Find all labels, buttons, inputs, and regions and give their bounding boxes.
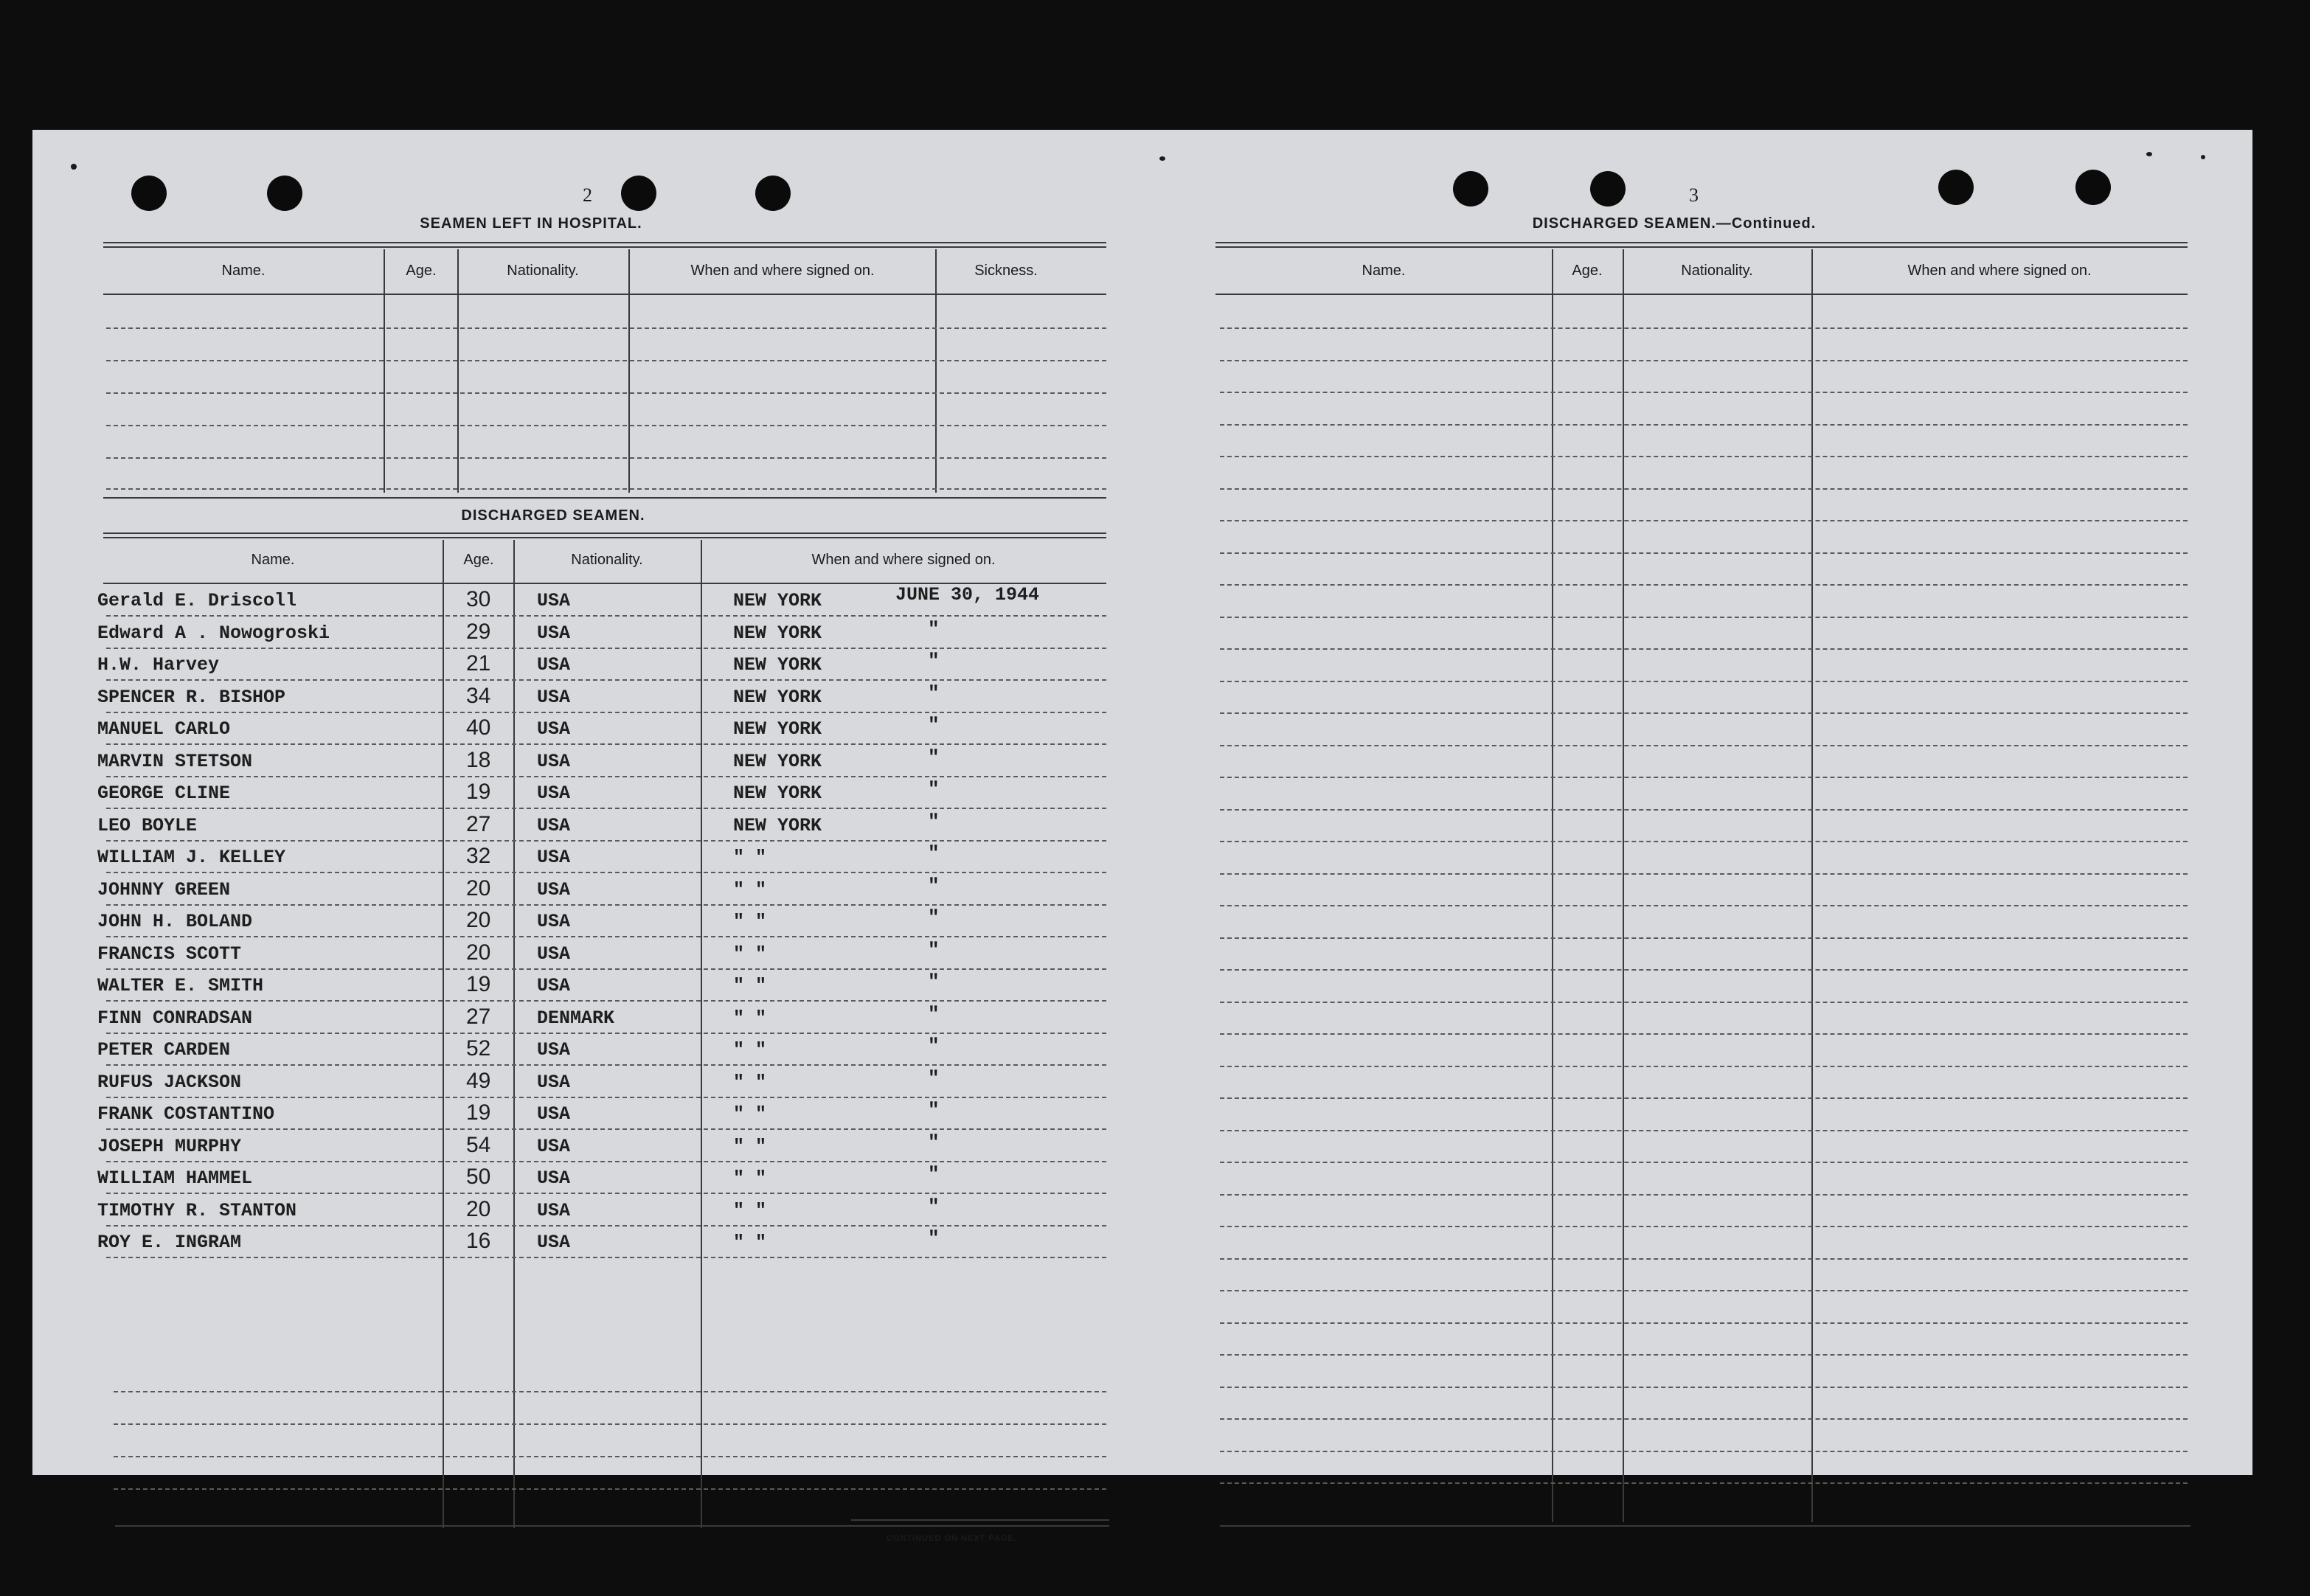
blank-line <box>1220 392 2188 393</box>
column-divider <box>1811 249 1813 1522</box>
seaman-nationality: DENMARK <box>537 1007 615 1029</box>
column-divider <box>384 249 385 493</box>
seaman-nationality: USA <box>537 590 571 611</box>
rule <box>103 532 1106 534</box>
blank-line <box>1220 905 2188 906</box>
punch-hole <box>621 176 656 211</box>
seaman-name: ROY E. INGRAM <box>97 1232 242 1253</box>
blank-line <box>1220 1162 2188 1163</box>
seaman-name: PETER CARDEN <box>97 1039 231 1061</box>
row-line <box>106 743 1106 745</box>
discharged-col-age: Age. <box>463 552 494 568</box>
hospital-section-title: SEAMEN LEFT IN HOSPITAL. <box>420 215 642 232</box>
discharged-col-signed-on: When and where signed on. <box>811 552 996 568</box>
seaman-nationality: USA <box>537 1135 571 1157</box>
signed-on-place: " " <box>733 1199 767 1221</box>
blank-line <box>1220 1226 2188 1227</box>
column-divider <box>1552 249 1553 1522</box>
punch-hole <box>1590 171 1626 207</box>
column-divider <box>701 540 702 1528</box>
rule <box>1215 294 2188 295</box>
blank-line <box>1220 1354 2188 1356</box>
row-line <box>106 1193 1106 1194</box>
row-line <box>106 1225 1106 1227</box>
signed-on-place: NEW YORK <box>733 750 822 772</box>
seaman-name: WILLIAM J. KELLEY <box>97 847 286 868</box>
signed-on-place: " " <box>733 1232 767 1253</box>
rule <box>851 1519 1109 1521</box>
seaman-age: 27 <box>466 811 491 836</box>
document-sheet <box>32 130 2252 1543</box>
punch-hole <box>1453 171 1488 207</box>
signed-on-place: NEW YORK <box>733 783 822 804</box>
seaman-name: JOSEPH MURPHY <box>97 1135 242 1157</box>
blank-line <box>1220 648 2188 650</box>
blank-line <box>1220 1002 2188 1003</box>
row-line <box>106 679 1106 681</box>
signed-on-date: " <box>928 650 940 672</box>
row-line <box>106 712 1106 713</box>
blank-line <box>114 1488 1106 1490</box>
seaman-nationality: USA <box>537 911 571 932</box>
signed-on-place: " " <box>733 878 767 901</box>
blank-line <box>1220 841 2188 842</box>
hospital-col-nationality: Nationality. <box>507 263 579 279</box>
ink-speck <box>71 164 77 170</box>
blank-line <box>1220 327 2188 329</box>
discharged-continued-title: DISCHARGED SEAMEN.—Continued. <box>1532 215 1817 232</box>
signed-on-place: " " <box>733 1167 767 1189</box>
signed-on-place: " " <box>733 1071 767 1093</box>
seaman-age: 19 <box>466 1100 491 1125</box>
seaman-name: GEORGE CLINE <box>97 783 231 804</box>
column-divider <box>1623 249 1624 1522</box>
seaman-age: 32 <box>466 844 491 868</box>
ink-speck <box>2201 155 2205 159</box>
signed-on-date: " <box>928 906 940 929</box>
signed-on-place: " " <box>733 1135 767 1157</box>
seaman-age: 20 <box>466 1196 491 1221</box>
seaman-name: MARVIN STETSON <box>97 750 253 772</box>
signed-on-place: NEW YORK <box>733 590 822 611</box>
seaman-nationality: USA <box>537 622 571 644</box>
row-line <box>106 808 1106 809</box>
seaman-name: SPENCER R. BISHOP <box>97 686 286 708</box>
row-line <box>106 1000 1106 1002</box>
blank-line <box>1220 552 2188 554</box>
seaman-nationality: USA <box>537 750 571 772</box>
seaman-age: 20 <box>466 940 491 965</box>
seaman-age: 50 <box>466 1165 491 1189</box>
seaman-nationality: USA <box>537 814 571 836</box>
signed-on-date: " <box>928 1163 940 1185</box>
blank-line <box>1220 777 2188 778</box>
row-line <box>106 904 1106 906</box>
seaman-name: FRANK COSTANTINO <box>97 1103 275 1125</box>
right-col-age: Age. <box>1572 263 1603 279</box>
seaman-nationality: USA <box>537 943 571 965</box>
column-divider <box>628 249 630 493</box>
blank-line <box>1220 1033 2188 1035</box>
signed-on-date: " <box>928 1227 940 1249</box>
seaman-name: RUFUS JACKSON <box>97 1071 242 1093</box>
signed-on-date: " <box>928 778 940 800</box>
hospital-col-age: Age. <box>406 263 437 279</box>
signed-on-date: " <box>928 681 940 704</box>
seaman-name: JOHNNY GREEN <box>97 878 231 901</box>
seaman-age: 27 <box>466 1004 491 1029</box>
column-divider <box>513 540 515 1528</box>
blank-line <box>1220 617 2188 618</box>
discharged-section-title: DISCHARGED SEAMEN. <box>461 507 645 524</box>
punch-hole <box>1938 170 1974 205</box>
seaman-name: Gerald E. Driscoll <box>97 590 297 611</box>
row-line <box>106 776 1106 777</box>
blank-line <box>1220 1451 2188 1452</box>
blank-line <box>1220 424 2188 426</box>
seaman-age: 19 <box>466 972 491 996</box>
row-line <box>106 615 1106 617</box>
blank-line <box>114 1456 1106 1457</box>
signed-on-place: " " <box>733 1039 767 1061</box>
row-line <box>106 936 1106 937</box>
seaman-age: 34 <box>466 683 491 708</box>
blank-line <box>1220 809 2188 811</box>
blank-line <box>114 1391 1106 1392</box>
signed-on-date: " <box>928 746 940 768</box>
seaman-age: 30 <box>466 587 491 611</box>
ink-speck <box>1159 156 1165 161</box>
blank-line <box>1220 1258 2188 1260</box>
seaman-nationality: USA <box>537 1071 571 1093</box>
signed-on-place: " " <box>733 1007 767 1029</box>
seaman-name: H.W. Harvey <box>97 654 220 676</box>
seaman-nationality: USA <box>537 975 571 996</box>
row-line <box>106 840 1106 842</box>
blank-line <box>1220 1387 2188 1388</box>
rule <box>103 246 1106 248</box>
rule <box>103 497 1106 499</box>
seaman-age: 21 <box>466 651 491 676</box>
signed-on-place: " " <box>733 943 767 965</box>
row-line <box>106 968 1106 970</box>
signed-on-place: NEW YORK <box>733 814 822 836</box>
blank-line <box>1220 456 2188 457</box>
signed-on-place: NEW YORK <box>733 686 822 708</box>
seaman-age: 20 <box>466 875 491 901</box>
blank-line <box>106 488 1106 490</box>
right-col-nationality: Nationality. <box>1681 263 1753 279</box>
blank-line <box>1220 520 2188 521</box>
seaman-nationality: USA <box>537 686 571 708</box>
row-line <box>106 1161 1106 1162</box>
row-line <box>106 1033 1106 1034</box>
signed-on-place: NEW YORK <box>733 622 822 644</box>
signed-on-date: " <box>928 1002 940 1025</box>
seaman-nationality: USA <box>537 1199 571 1221</box>
seaman-name: Edward A . Nowogroski <box>97 622 330 644</box>
signed-on-date: " <box>928 714 940 736</box>
row-line <box>106 1257 1106 1258</box>
blank-line <box>1220 969 2188 971</box>
continued-note: CONTINUED ON NEXT PAGE. <box>887 1534 1017 1543</box>
blank-line <box>1220 681 2188 682</box>
seaman-nationality: USA <box>537 1039 571 1061</box>
signed-on-place: " " <box>733 847 767 868</box>
blank-line <box>106 457 1106 459</box>
blank-line <box>1220 1482 2188 1484</box>
blank-line <box>1220 488 2188 490</box>
rule <box>103 294 1106 295</box>
right-col-signed-on: When and where signed on. <box>1907 263 2092 279</box>
hospital-col-signed-on: When and where signed on. <box>690 263 875 279</box>
punch-hole <box>755 176 791 211</box>
seaman-name: WALTER E. SMITH <box>97 975 264 996</box>
punch-hole <box>131 176 167 211</box>
seaman-name: WILLIAM HAMMEL <box>97 1167 253 1189</box>
seaman-name: FINN CONRADSAN <box>97 1007 253 1029</box>
discharged-col-nationality: Nationality. <box>571 552 643 568</box>
column-divider <box>457 249 459 493</box>
seaman-nationality: USA <box>537 847 571 868</box>
blank-line <box>1220 1066 2188 1067</box>
blank-line <box>1220 712 2188 714</box>
signed-on-place: NEW YORK <box>733 718 822 740</box>
seaman-nationality: USA <box>537 654 571 676</box>
blank-line <box>106 425 1106 426</box>
seaman-nationality: USA <box>537 718 571 740</box>
signed-on-date: " <box>928 842 940 864</box>
seaman-name: JOHN H. BOLAND <box>97 911 253 932</box>
row-line <box>106 648 1106 649</box>
blank-line <box>1220 1097 2188 1099</box>
seaman-age: 49 <box>466 1068 491 1093</box>
signed-on-date: " <box>928 1131 940 1153</box>
seaman-nationality: USA <box>537 1103 571 1125</box>
seaman-age: 54 <box>466 1132 491 1157</box>
blank-line <box>106 392 1106 394</box>
discharged-col-name: Name. <box>251 552 295 568</box>
hospital-col-name: Name. <box>221 263 266 279</box>
hospital-col-sickness: Sickness. <box>974 263 1038 279</box>
rule <box>1220 1525 2191 1527</box>
seaman-age: 16 <box>466 1229 491 1253</box>
seaman-nationality: USA <box>537 878 571 901</box>
seaman-age: 52 <box>466 1036 491 1061</box>
signed-on-date: JUNE 30, 1944 <box>895 584 1040 606</box>
column-divider <box>935 249 937 493</box>
signed-on-date: " <box>928 810 940 833</box>
seaman-name: TIMOTHY R. STANTON <box>97 1199 297 1221</box>
signed-on-date: " <box>928 938 940 961</box>
row-line <box>106 1064 1106 1066</box>
seaman-nationality: USA <box>537 783 571 804</box>
blank-line <box>1220 745 2188 746</box>
ink-speck <box>2146 152 2152 156</box>
seaman-age: 40 <box>466 715 491 740</box>
page-number-right: 3 <box>1689 184 1699 206</box>
column-divider <box>443 540 444 1528</box>
page-number-left: 2 <box>583 184 592 206</box>
blank-line <box>1220 1418 2188 1420</box>
seaman-age: 18 <box>466 747 491 772</box>
row-line <box>106 872 1106 873</box>
rule <box>103 537 1106 538</box>
punch-hole <box>267 176 302 211</box>
blank-line <box>1220 937 2188 939</box>
signed-on-date: " <box>928 1099 940 1121</box>
row-line <box>106 1128 1106 1130</box>
punch-hole <box>2075 170 2111 205</box>
rule <box>1215 242 2188 243</box>
signed-on-place: " " <box>733 911 767 932</box>
rule <box>103 242 1106 243</box>
blank-line <box>1220 1290 2188 1291</box>
blank-line <box>1220 1322 2188 1324</box>
blank-line <box>114 1423 1106 1425</box>
rule <box>115 1525 1109 1527</box>
signed-on-date: " <box>928 617 940 640</box>
seaman-age: 29 <box>466 619 491 644</box>
seaman-name: MANUEL CARLO <box>97 718 231 740</box>
blank-line <box>106 360 1106 361</box>
seaman-nationality: USA <box>537 1167 571 1189</box>
rule <box>1215 246 2188 248</box>
signed-on-place: " " <box>733 1103 767 1125</box>
signed-on-date: " <box>928 874 940 897</box>
signed-on-date: " <box>928 1035 940 1057</box>
right-col-name: Name. <box>1362 263 1406 279</box>
seaman-age: 20 <box>466 908 491 932</box>
seaman-name: FRANCIS SCOTT <box>97 943 242 965</box>
signed-on-date: " <box>928 971 940 993</box>
blank-line <box>1220 584 2188 586</box>
signed-on-date: " <box>928 1195 940 1218</box>
signed-on-date: " <box>928 1066 940 1089</box>
signed-on-place: " " <box>733 975 767 996</box>
blank-line <box>106 327 1106 329</box>
blank-line <box>1220 360 2188 361</box>
blank-line <box>1220 873 2188 875</box>
row-line <box>106 1097 1106 1098</box>
seaman-name: LEO BOYLE <box>97 814 198 836</box>
blank-line <box>1220 1130 2188 1131</box>
seaman-nationality: USA <box>537 1232 571 1253</box>
signed-on-place: NEW YORK <box>733 654 822 676</box>
blank-line <box>1220 1194 2188 1196</box>
seaman-age: 19 <box>466 780 491 804</box>
